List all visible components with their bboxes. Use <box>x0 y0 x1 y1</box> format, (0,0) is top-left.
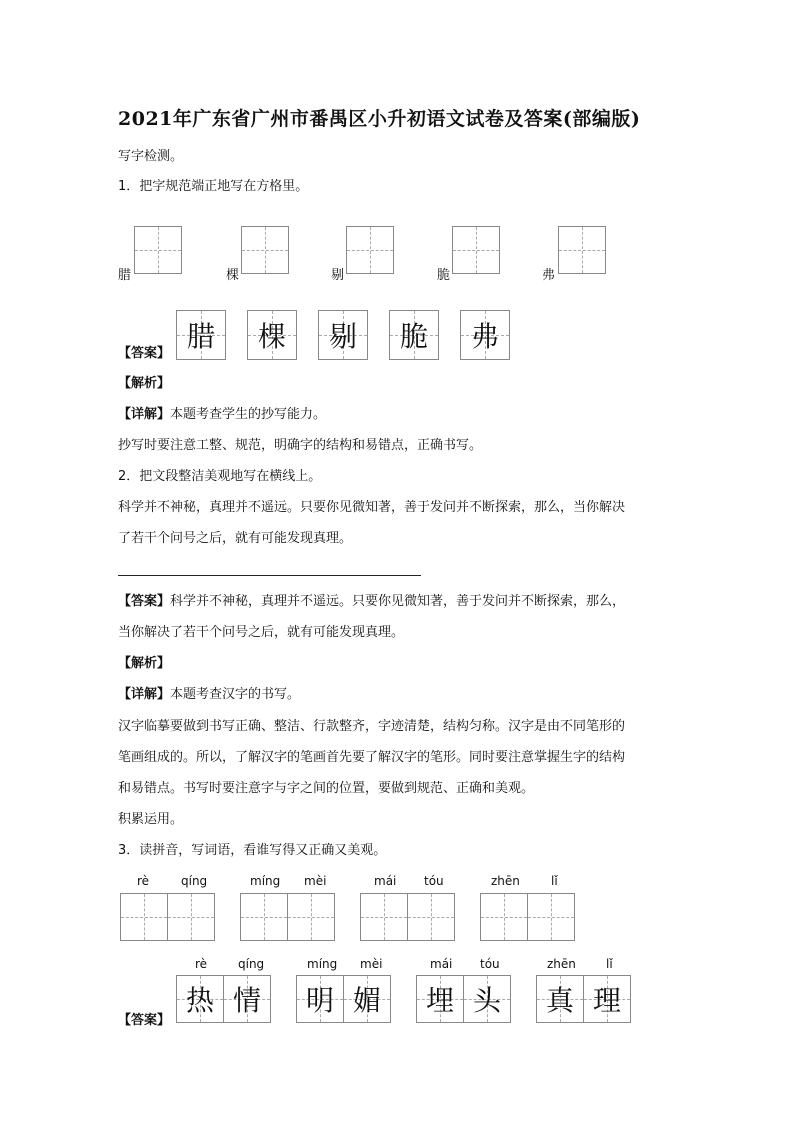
question-3-prompt: 3．读拼音，写词语，看谁写得又正确又美观。 <box>118 843 387 858</box>
writing-grid[interactable] <box>167 893 215 941</box>
detail-line <box>118 686 300 704</box>
answer-text: 科学并不神秘，真理并不遥远。只要你见微知著，善于发问并不断探索，那么， <box>170 594 626 609</box>
pinyin: lǐ <box>551 874 558 888</box>
pinyin: mèi <box>360 957 383 971</box>
answer-line-1 <box>118 593 625 611</box>
detail-text: 本题考查学生的抄写能力。 <box>170 407 327 422</box>
answer-char: 弗 <box>470 320 499 353</box>
answer-word-pair <box>296 975 391 1023</box>
writing-grid[interactable] <box>527 893 575 941</box>
writing-grid[interactable] <box>134 226 182 274</box>
answer-grid <box>343 975 391 1023</box>
answer-grid <box>583 975 631 1023</box>
explain-line: 汉字临摹要做到书写正确、整洁、行款整齐，字迹清楚，结构匀称。汉字是由不同笔形的 <box>118 719 626 734</box>
pinyin: qíng <box>181 874 208 888</box>
pinyin: rè <box>195 957 208 971</box>
answer-char: 媚 <box>352 984 381 1017</box>
pinyin: mái <box>430 957 453 971</box>
answer-char: 真 <box>545 984 574 1017</box>
question-1-prompt: 1．把字规范端正地写在方格里。 <box>118 179 309 194</box>
section-heading-writing: 写字检测。 <box>118 149 184 164</box>
writing-grid[interactable] <box>241 226 289 274</box>
answer-tag: 【答案】 <box>118 1013 171 1028</box>
answer-grid <box>318 310 368 360</box>
answer-line-2: 当你解决了若干个问号之后，就有可能发现真理。 <box>118 625 405 640</box>
answer-grid <box>296 975 344 1023</box>
writing-grid[interactable] <box>120 893 168 941</box>
explain-line: 和易错点。书写时要注意字与字之间的位置，要做到规范、正确和美观。 <box>118 781 535 796</box>
writing-grid[interactable] <box>346 226 394 274</box>
answer-word-pair <box>176 975 271 1023</box>
answer-grid <box>223 975 271 1023</box>
answer-grid <box>460 310 510 360</box>
pinyin: zhēn <box>547 957 576 971</box>
writing-grid[interactable] <box>558 226 606 274</box>
section-heading-accumulation: 积累运用。 <box>118 812 184 827</box>
answer-char: 明 <box>305 984 334 1017</box>
passage-line: 了若干个问号之后，就有可能发现真理。 <box>118 531 353 546</box>
word-grid-pair <box>240 893 335 941</box>
word-grid-pair <box>360 893 455 941</box>
answer-char: 埋 <box>425 984 454 1017</box>
writing-grid[interactable] <box>240 893 288 941</box>
writing-grid[interactable] <box>360 893 408 941</box>
answer-word-pair <box>536 975 631 1023</box>
answer-char: 腊 <box>186 320 215 353</box>
pinyin: tóu <box>424 874 444 888</box>
writing-grid[interactable] <box>287 893 335 941</box>
pinyin: míng <box>250 874 281 888</box>
writing-grid[interactable] <box>480 893 528 941</box>
answer-grid <box>536 975 584 1023</box>
detail-tag: 【详解】 <box>118 687 171 702</box>
answer-writing-line[interactable] <box>118 575 421 576</box>
q1-char-label: 脆 <box>437 268 451 283</box>
q1-char-label: 弗 <box>542 268 556 283</box>
answer-char: 理 <box>592 984 621 1017</box>
answer-char: 热 <box>185 984 214 1017</box>
answer-char: 脆 <box>399 320 428 353</box>
answer-grid <box>416 975 464 1023</box>
answer-char: 情 <box>232 984 261 1017</box>
pinyin: qíng <box>238 957 265 971</box>
question-2-prompt: 2．把文段整洁美观地写在横线上。 <box>118 469 322 484</box>
writing-grid[interactable] <box>407 893 455 941</box>
answer-grid <box>176 975 224 1023</box>
pinyin: mèi <box>304 874 327 888</box>
answer-grid <box>389 310 439 360</box>
answer-word-pair <box>416 975 511 1023</box>
answer-grid <box>247 310 297 360</box>
pinyin: míng <box>307 957 338 971</box>
answer-grid <box>463 975 511 1023</box>
explain-line: 笔画组成的。所以，了解汉字的笔画首先要了解汉字的笔形。同时要注意掌握生字的结构 <box>118 750 626 765</box>
page-title: 2021年广东省广州市番禺区小升初语文试卷及答案(部编版) <box>118 108 641 130</box>
answer-char: 棵 <box>257 320 286 353</box>
analysis-tag: 【解析】 <box>118 656 171 671</box>
answer-char: 剔 <box>328 320 357 353</box>
q1-char-label: 腊 <box>118 268 132 283</box>
answer-tag: 【答案】 <box>118 594 171 609</box>
pinyin: zhēn <box>491 874 520 888</box>
detail-tag: 【详解】 <box>118 407 171 422</box>
q1-char-label: 棵 <box>226 268 240 283</box>
writing-grid[interactable] <box>452 226 500 274</box>
word-grid-pair <box>480 893 575 941</box>
pinyin: mái <box>374 874 397 888</box>
detail-text: 本题考查汉字的书写。 <box>170 687 301 702</box>
answer-char: 头 <box>472 984 501 1017</box>
analysis-tag: 【解析】 <box>118 376 171 391</box>
answer-grid <box>176 310 226 360</box>
detail-more: 抄写时要注意工整、规范，明确字的结构和易错点，正确书写。 <box>118 438 483 453</box>
word-grid-pair <box>120 893 215 941</box>
passage-line: 科学并不神秘，真理并不遥远。只要你见微知著，善于发问并不断探索，那么，当你解决 <box>118 500 626 515</box>
detail-line <box>118 406 326 424</box>
q1-char-label: 剔 <box>331 268 345 283</box>
pinyin: tóu <box>480 957 500 971</box>
answer-tag: 【答案】 <box>118 346 171 361</box>
pinyin: lǐ <box>606 957 613 971</box>
pinyin: rè <box>137 874 150 888</box>
